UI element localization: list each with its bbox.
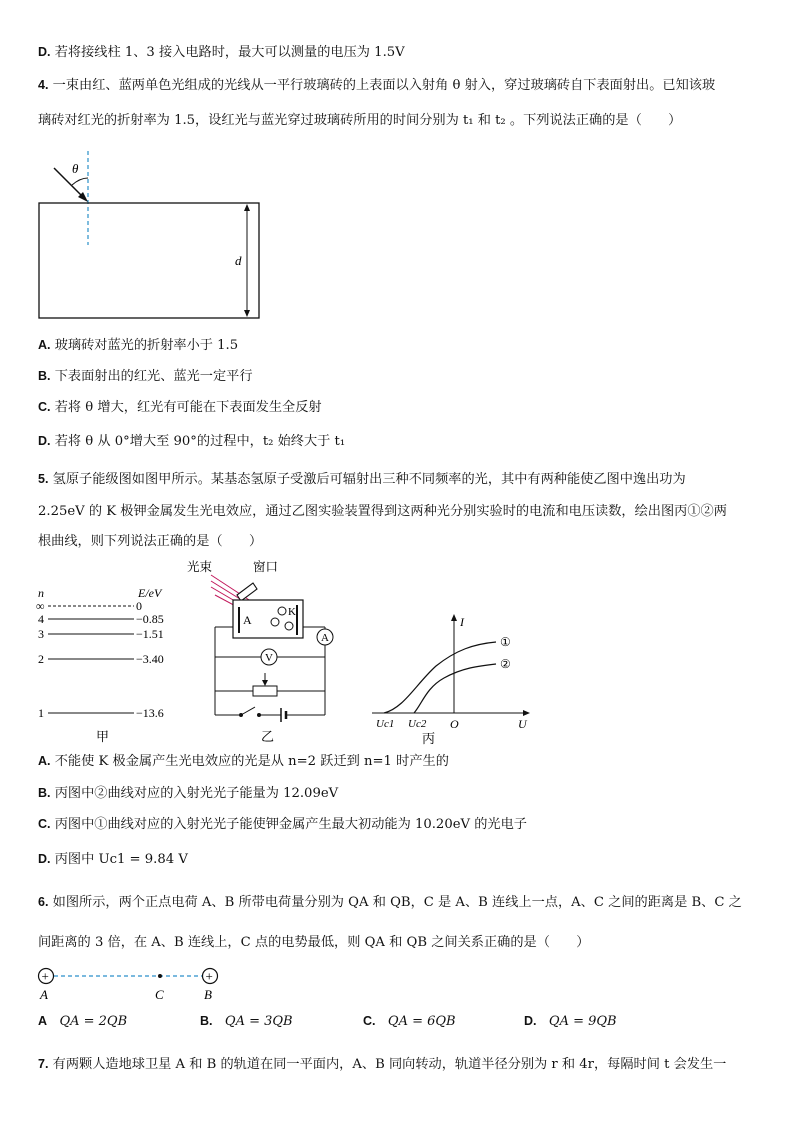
energy-axis-label: E/eV	[138, 586, 162, 600]
q4-option-b	[38, 367, 253, 386]
level-n: 4	[38, 612, 44, 626]
stem-text: 一束由红、蓝两单色光组成的光线从一平行玻璃砖的上表面以入射角 θ 射入，穿过玻璃砖自下表面射出。已知该玻	[52, 78, 716, 93]
option-letter: D.	[38, 45, 51, 59]
level-n: 3	[38, 627, 44, 641]
label-b: B	[204, 987, 212, 1002]
q6-option-b	[200, 1014, 293, 1029]
voltmeter-label: V	[265, 652, 273, 664]
q6-option-c	[363, 1014, 456, 1029]
label-c: C	[155, 987, 164, 1002]
level-n: 1	[38, 706, 44, 720]
option-letter: D.	[524, 1014, 537, 1028]
curve-2-label: ②	[500, 657, 511, 671]
theta-label: θ	[72, 161, 79, 176]
photoelectric-circuit	[185, 555, 350, 748]
question-number: 5.	[38, 472, 49, 486]
uc1-label: Uc1	[376, 718, 395, 730]
q6-option-d	[524, 1014, 617, 1029]
q7-stem-line-1	[38, 1055, 726, 1074]
option-letter: A.	[38, 754, 51, 768]
question-number: 7.	[38, 1057, 49, 1071]
option-text: 玻璃砖对蓝光的折射率小于 1.5	[54, 338, 239, 353]
q4-option-a	[38, 336, 238, 355]
option-letter: B.	[38, 369, 51, 383]
slider-arrow	[262, 680, 268, 686]
option-text: 若将接线柱 1、3 接入电路时，最大可以测量的电压为 1.5V	[54, 45, 405, 60]
figure-caption: 乙	[261, 729, 275, 744]
u-axis-label: U	[518, 717, 527, 731]
level-energy: −1.51	[136, 627, 164, 641]
curve-1-label: ①	[500, 635, 511, 649]
option-letter: A	[38, 1014, 48, 1028]
rheostat	[253, 686, 277, 696]
option-letter: C.	[38, 817, 51, 831]
uc2-label: Uc2	[408, 718, 427, 730]
q4-stem-line-2: 璃砖对红光的折射率为 1.5，设红光与蓝光穿过玻璃砖所用的时间分别为 t₁ 和 t₂ 。下列说法正确的是（ ）	[38, 113, 682, 128]
question-number: 6.	[38, 895, 49, 909]
cathode-label: K	[288, 606, 296, 618]
level-energy: 0	[136, 599, 142, 613]
q5-option-c	[38, 815, 527, 834]
option-letter: C.	[38, 400, 51, 414]
label-a: A	[40, 987, 48, 1002]
option-text: 丙图中①曲线对应的入射光光子能使钾金属产生最大初动能为 10.20eV 的光电子	[54, 817, 527, 832]
q5-stem-line-2: 2.25eV 的 K 极钾金属发生光电效应，通过乙图实验装置得到这两种光分别实验时的电流和电压读数，绘出图丙①②两	[38, 504, 727, 519]
q5-option-a	[38, 752, 449, 771]
glass-brick	[39, 203, 259, 318]
option-text: 下表面射出的红光、蓝光一定平行	[54, 369, 253, 384]
figure-caption: 丙	[422, 731, 436, 746]
question-number: 4.	[38, 78, 49, 92]
option-text: 不能使 K 极金属产生光电效应的光是从 n=2 跃迁到 n=1 时产生的	[54, 754, 449, 769]
q4-option-c	[38, 398, 322, 417]
option-letter: D.	[38, 852, 51, 866]
q6-stem-line-2: 间距离的 3 倍，在 A、B 连线上，C 点的电势最低，则 QA 和 QB 之间关系正确的是（ ）	[38, 935, 590, 950]
i-axis-label: I	[460, 615, 464, 629]
q5-option-d	[38, 850, 188, 869]
stem-text: 氢原子能级图如图甲所示。某基态氢原子受激后可辐射出三种不同频率的光，其中有两种能使乙图中逸出功为	[52, 472, 686, 487]
option-text: QA = 6QB	[387, 1014, 456, 1029]
level-energy: −3.40	[136, 652, 164, 666]
option-text: 若将 θ 从 0°增大至 90°的过程中，t₂ 始终大于 t₁	[54, 434, 346, 449]
option-letter: B.	[38, 786, 51, 800]
iu-curve-graph	[370, 612, 535, 748]
stem-text: 如图所示，两个正点电荷 A、B 所带电荷量分别为 QA 和 QB，C 是 A、B 连线上一点，A、C 之间的距离是 B、C 之	[52, 895, 742, 910]
thickness-arrow-top	[244, 204, 250, 211]
beam-label: 光束	[187, 560, 213, 574]
q4-glass-brick-figure	[36, 150, 276, 325]
curve-2	[414, 664, 496, 713]
q5-stem-line-3: 根曲线，则下列说法正确的是（ ）	[38, 534, 263, 549]
q3-option-d	[38, 43, 405, 62]
q6-stem-line-1	[38, 893, 742, 912]
switch-blade	[241, 707, 255, 715]
option-text: 若将 θ 增大，红光有可能在下表面发生全反射	[54, 400, 322, 415]
option-text: QA = 9QB	[548, 1014, 617, 1029]
i-axis-arrow	[451, 614, 457, 621]
charges-figure	[36, 966, 226, 1004]
figure-caption: 甲	[96, 729, 110, 744]
option-letter: D.	[38, 434, 51, 448]
level-n: 2	[38, 652, 44, 666]
option-letter: B.	[200, 1014, 213, 1028]
thickness-arrow-bottom	[244, 310, 250, 317]
angle-arc	[72, 178, 88, 185]
option-text: QA = 3QB	[224, 1014, 293, 1029]
n-axis-label: n	[38, 586, 44, 600]
q5-option-b	[38, 784, 338, 803]
thickness-label: d	[235, 253, 242, 268]
option-text: 丙图中 Uc1 = 9.84 V	[54, 852, 188, 867]
point-c	[158, 974, 162, 978]
charge-b-sign: +	[205, 968, 213, 984]
charge-a-sign: +	[41, 968, 49, 984]
q6-option-a	[38, 1014, 127, 1029]
q5-stem-line-1	[38, 470, 686, 489]
ammeter-label: A	[321, 632, 329, 644]
window-label: 窗口	[253, 560, 279, 574]
origin-label: O	[450, 717, 459, 731]
u-axis-arrow	[523, 710, 530, 716]
level-energy: −0.85	[136, 612, 164, 626]
level-energy: −13.6	[136, 706, 164, 720]
curve-1	[384, 642, 496, 713]
option-letter: C.	[363, 1014, 376, 1028]
energy-level-diagram	[30, 583, 180, 748]
option-text: 丙图中②曲线对应的入射光光子能量为 12.09eV	[54, 786, 339, 801]
option-letter: A.	[38, 338, 51, 352]
option-text: QA = 2QB	[59, 1014, 128, 1029]
anode-label: A	[243, 613, 252, 627]
q4-stem-line-1	[38, 76, 715, 95]
level-n: ∞	[36, 599, 45, 613]
q4-option-d	[38, 432, 345, 451]
stem-text: 有两颗人造地球卫星 A 和 B 的轨道在同一平面内，A、B 同向转动，轨道半径分别为 r 和 4r，每隔时间 t 会发生一	[52, 1057, 727, 1072]
